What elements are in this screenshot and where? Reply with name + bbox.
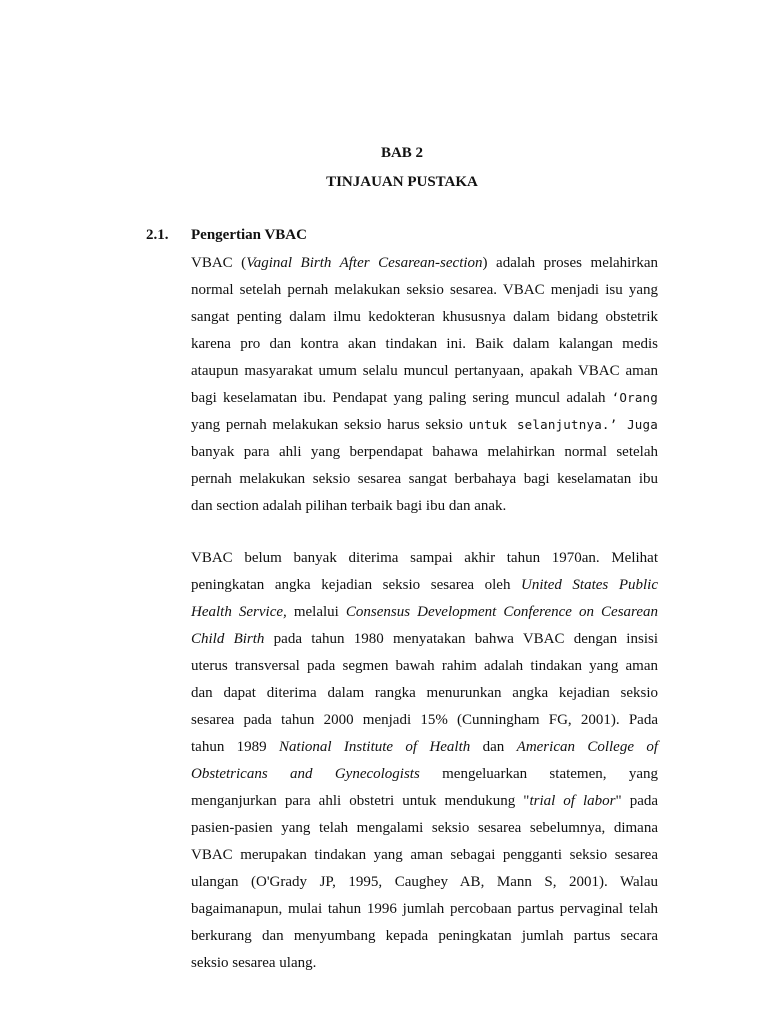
- paragraph-2: [191, 548, 658, 980]
- section-number: 2.1.: [146, 227, 169, 243]
- text-line: menganjurkan para ahli obstetri untuk mendukung "trial of labor" pada: [191, 793, 659, 809]
- text-line: karena pro dan kontra akan tindakan ini. Baik dalam kalangan medis: [191, 336, 658, 352]
- text-line: Obstetricans and Gynecologists mengeluarkan statemen, yang: [191, 766, 658, 782]
- italic-term: Child Birth: [191, 631, 265, 647]
- italic-term: United States Public: [521, 577, 658, 593]
- text-line: tahun 1989 National Institute of Health dan American College of: [191, 739, 659, 755]
- text-line: sesarea pada tahun 2000 menjadi 15% (Cunningham FG, 2001). Pada: [191, 712, 658, 728]
- italic-term: National Institute of Health: [279, 739, 471, 755]
- text-line: uterus transversal pada segmen bawah rahim adalah tindakan yang aman: [191, 658, 658, 674]
- chapter-number: BAB 2: [380, 145, 424, 161]
- italic-term: Consensus Development Conference on Cesarean: [345, 604, 658, 620]
- text-line: pasien-pasien yang telah mengalami seksio sesarea sebelumnya, dimana: [191, 820, 658, 836]
- text-line: ataupun masyarakat umum selalu muncul pertanyaan, apakah VBAC aman: [191, 363, 658, 379]
- paragraph-1: [191, 253, 658, 523]
- text-line: seksio sesarea ulang.: [191, 955, 317, 971]
- italic-term: Obstetricans and Gynecologists: [191, 766, 420, 782]
- chapter-title: TINJAUAN PUSTAKA: [326, 174, 478, 190]
- italic-term: American College of: [516, 739, 659, 755]
- text-line: VBAC belum banyak diterima sampai akhir tahun 1970an. Melihat: [191, 550, 658, 566]
- text-line: dan dapat diterima dalam rangka menurunkan angka kejadian seksio: [191, 685, 658, 701]
- text-line: ulangan (O'Grady JP, 1995, Caughey AB, Mann S, 2001). Walau: [191, 874, 658, 890]
- text-line: yang pernah melakukan seksio harus seksio untuk selanjutnya.’ Juga: [191, 417, 658, 433]
- text-line: berkurang dan menyumbang kepada peningkatan jumlah partus secara: [191, 928, 658, 944]
- text-line: Child Birth pada tahun 1980 menyatakan bahwa VBAC dengan insisi: [191, 631, 658, 647]
- italic-term: Vaginal Birth After Cesarean-section: [246, 255, 483, 271]
- text-line: VBAC merupakan tindakan yang aman sebagai pengganti seksio sesarea: [191, 847, 658, 863]
- text-line: peningkatan angka kejadian seksio sesarea oleh United States Public: [191, 577, 658, 593]
- text-line: sangat penting dalam ilmu kedokteran khususnya dalam bidang obstetrik: [191, 309, 658, 325]
- text-line: bagaimanapun, mulai tahun 1996 jumlah percobaan partus pervaginal telah: [191, 901, 658, 917]
- section-title: Pengertian VBAC: [191, 227, 307, 243]
- italic-term: Health Service,: [191, 604, 287, 620]
- italic-term: trial of labor: [529, 793, 616, 809]
- text-line: pernah melakukan seksio sesarea sangat berbahaya bagi keselamatan ibu: [191, 471, 658, 487]
- text-line: Health Service, melalui Consensus Development Conference on Cesarean: [191, 604, 658, 620]
- text-line: normal setelah pernah melakukan seksio sesarea. VBAC menjadi isu yang: [191, 282, 658, 298]
- text-line: dan section adalah pilihan terbaik bagi ibu dan anak.: [191, 498, 507, 514]
- quote-text: untuk selanjutnya.’ Juga: [468, 417, 658, 432]
- text-line: bagi keselamatan ibu. Pendapat yang paling sering muncul adalah ‘Orang: [191, 390, 658, 406]
- quote-text: ‘Orang: [611, 390, 658, 405]
- text-line: VBAC (Vaginal Birth After Cesarean-section) adalah proses melahirkan: [191, 255, 658, 271]
- text-line: banyak para ahli yang berpendapat bahawa melahirkan normal setelah: [191, 444, 658, 460]
